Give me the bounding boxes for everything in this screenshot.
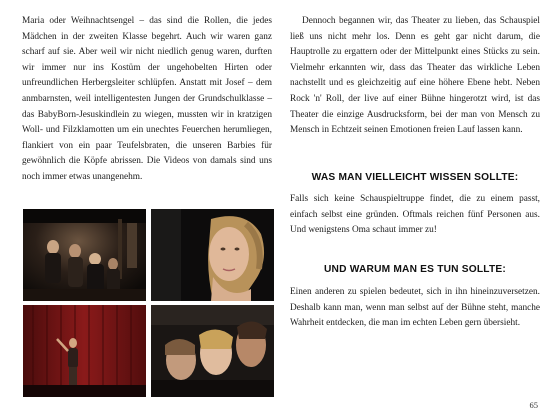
body-paragraph-left: Maria oder Weihnachtsengel – das sind die Rollen, die jedes Mädchen in der zweiten Klasse begehrt. Auch wir waren ganz scharf auf sie. Aber weil wir nicht niedlich genug waren, durften wir immer nur ins Kostüm der ungehobelten Hirten oder unfreundlichen Herbergsleiter schlüpfen. Anstatt mit Josef – dem anmbarnsten, weil intelligentesten Jungen der Grundschulklasse – das BabyBorn-Jesuskindlein zu wiegen, mussten wir in kratzigen Woll- und Filzklamotten um ein unechtes Feuerchen herumliegen, flankiert von ein paar Teufelsbraten, die unseren Barbies für gewöhnlich die Köpfe abrissen. Die Videos von damals sind uns noch immer etwas unangenehm. [22,16,272,182]
section-heading-what-to-know: WAS MAN VIELLEICHT WISSEN SOLLTE: [311,172,519,183]
photo-stage-group [23,209,146,301]
section-heading-why-do-it: UND WARUM MAN ES TUN SOLLTE: [324,264,506,275]
body-paragraph-intro: Dennoch begannen wir, das Theater zu lieben, das Schauspiel ließ uns nicht mehr los. Denn es geht gar nicht darum, die Hauptrolle zu ergattern oder der Mittelpunkt eines Stücks zu sein. Vielmehr erkannten wir, dass das Theater das wirkliche Leben nachstellt und es gleichzeitig auf eine höhere Ebene hebt. Neben Rock 'n' Roll, der live auf einer Bühne hingerotzt wird, ist das Theater die einzige Ausdrucksform, bei der man von Mensch zu Mensch in Echtzeit seinen Emotionen freien Lauf lassen kann. [290,16,540,136]
page-number: 65 [529,400,538,410]
photo-three-women-profile [151,305,274,397]
photo-woman-looking-up [151,209,274,301]
right-column-intro [290,14,540,139]
body-paragraph-what-to-know: Falls sich keine Schauspieltruppe findet, die zu einem passt, einfach selbst eine gründen. Oftmals reichen fünf Personen aus. Und wenigstens Oma schaut immer zu! [290,194,540,236]
body-paragraph-why-do-it: Einen anderen zu spielen bedeutet, sich in ihn hineinzuversetzen. Deshalb kann man, wenn man selbst auf der Bühne steht, manche Wahrheit entdecken, die man im echten Leben gern übersieht. [290,287,540,329]
photo-dancer-red-curtain [23,305,146,397]
left-column [22,14,272,186]
